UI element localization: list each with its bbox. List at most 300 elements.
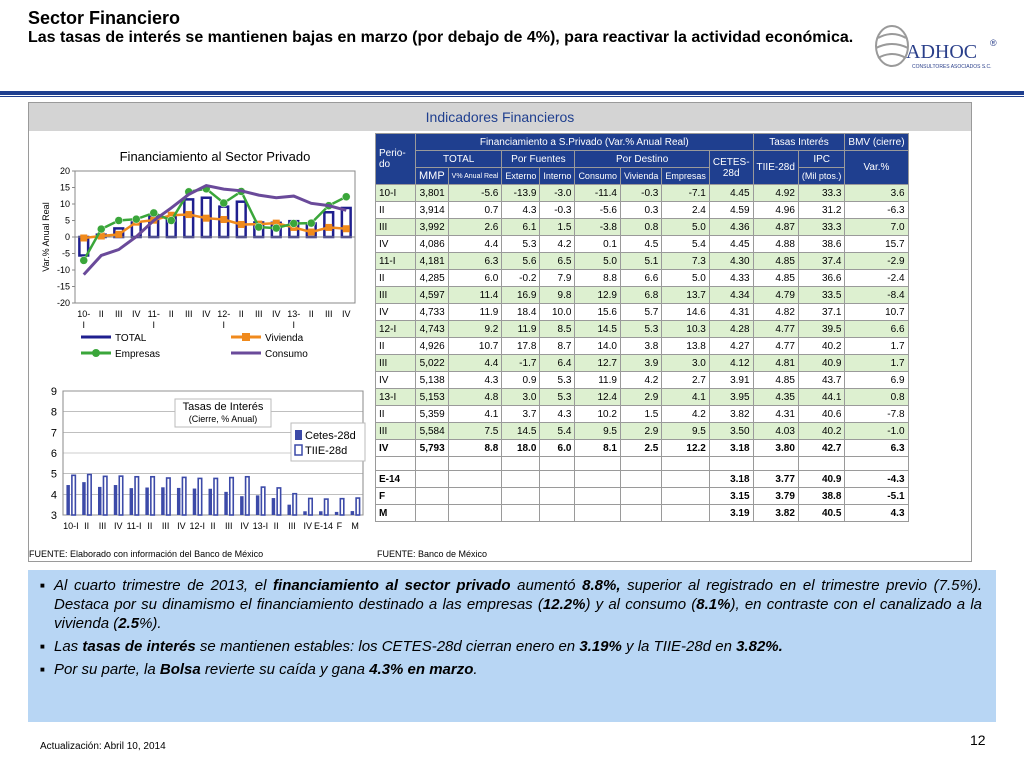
table-row (376, 440, 909, 457)
table-cell: 4.85 (753, 372, 798, 389)
source-left: FUENTE: Elaborado con información del Banco de México (29, 549, 264, 559)
table-cell: -11.4 (575, 185, 621, 202)
table-cell: 8.1 (575, 440, 621, 457)
point-vivienda (220, 216, 227, 223)
point-vivienda (308, 229, 315, 236)
table-cell: 4.85 (753, 253, 798, 270)
table-cell: 6.0 (540, 440, 575, 457)
table-cell: 5,153 (416, 389, 449, 406)
update-date: Actualización: Abril 10, 2014 (40, 741, 166, 752)
x-tick-label: IV (177, 521, 186, 531)
th-ipc-unit: (Mil ptos.) (798, 168, 845, 185)
table-cell: 4.92 (753, 185, 798, 202)
table-cell: II (376, 406, 416, 423)
table-cell: 5.3 (540, 372, 575, 389)
x-tick-label: II (210, 521, 216, 531)
legend-marker (92, 349, 100, 357)
table-cell: -0.2 (502, 270, 540, 287)
point-empresas (115, 217, 123, 225)
bar-tiie (135, 477, 138, 515)
table-cell (575, 488, 621, 505)
th-var: Var.% (845, 151, 908, 185)
top-bar-line (0, 96, 1024, 97)
note-financing: ■ Al cuarto trimestre de 2013, el financiamiento al sector privado aumentó 8.8%, superior al registrado en el trimestre previo (7.5%). Destaca por su dinamismo el financiamiento destinado a las empresas (12.2%) y al consumo (8.1%), en contraste con el canalizado a la vivienda (2.5%). (42, 576, 982, 633)
table-cell: 5.3 (620, 321, 661, 338)
note-rates: ■ Las tasas de interés se mantienen estables: los CETES-28d cierran enero en 3.19% y la TIIE-28d en 3.82%. (42, 637, 982, 656)
table-cell: 3.6 (845, 185, 908, 202)
table-cell: 4.45 (709, 185, 753, 202)
table-row (376, 253, 909, 270)
table-cell: 37.4 (798, 253, 845, 270)
table-cell: 7.9 (540, 270, 575, 287)
th-interno: Interno (540, 168, 575, 185)
table-row-monthly (376, 488, 909, 505)
x-tick-label: III (288, 521, 296, 531)
th-cetes: CETES- 28d (709, 151, 753, 185)
legend-marker (295, 430, 302, 440)
source-right: FUENTE: Banco de México (377, 549, 488, 559)
x-tick-label: 12- (217, 309, 231, 319)
y-tick-label: -15 (56, 281, 70, 292)
x-tick-label: II (238, 309, 244, 319)
y-tick-label: 6 (50, 448, 57, 460)
table-row-monthly (376, 471, 909, 488)
table-cell: 6.3 (448, 253, 502, 270)
table-cell (502, 505, 540, 522)
table-cell: 0.8 (620, 219, 661, 236)
table-cell: -1.7 (502, 355, 540, 372)
point-empresas (307, 219, 315, 227)
point-vivienda (80, 234, 87, 241)
point-vivienda (203, 215, 210, 222)
table-cell: 4.8 (448, 389, 502, 406)
table-cell: 15.6 (575, 304, 621, 321)
table-cell: 3.9 (620, 355, 661, 372)
table-cell (540, 505, 575, 522)
table-cell: 3.82 (709, 406, 753, 423)
table-row (376, 304, 909, 321)
table-cell: 3.15 (709, 488, 753, 505)
bar-cetes (224, 492, 227, 515)
point-vivienda (343, 225, 350, 232)
table-cell: 0.9 (502, 372, 540, 389)
table-cell (416, 471, 449, 488)
table-row (376, 355, 909, 372)
table-cell: 13.7 (662, 287, 710, 304)
table-cell: 3.0 (662, 355, 710, 372)
table-cell: -4.3 (845, 471, 908, 488)
table-cell: 2.9 (620, 423, 661, 440)
x-tick-label: I (152, 320, 156, 330)
table-cell: 11.9 (448, 304, 502, 321)
table-cell: -6.3 (845, 202, 908, 219)
page-number: 12 (970, 732, 986, 748)
table-cell: 6.1 (502, 219, 540, 236)
table-cell: -2.4 (845, 270, 908, 287)
table-cell: 4.36 (709, 219, 753, 236)
table-cell: 39.5 (798, 321, 845, 338)
table-cell: III (376, 287, 416, 304)
x-tick-label: IV (240, 521, 249, 531)
y-tick-label: 5 (50, 468, 57, 481)
y-tick-label: 10 (59, 199, 70, 209)
table-cell: 7.0 (845, 219, 908, 236)
table-row (376, 219, 909, 236)
table-cell: 4.5 (620, 236, 661, 253)
table-cell: 6.0 (448, 270, 502, 287)
x-tick-label: IV (271, 309, 281, 319)
table-cell: 40.2 (798, 338, 845, 355)
th-destino: Por Destino (575, 151, 709, 168)
x-tick-label: I (82, 320, 86, 330)
globe-icon (876, 26, 908, 66)
table-cell: 40.9 (798, 471, 845, 488)
bar-cetes (161, 487, 164, 515)
table-cell: 3.0 (502, 389, 540, 406)
table-cell: 18.0 (502, 440, 540, 457)
table-row (376, 236, 909, 253)
table-cell: IV (376, 236, 416, 253)
y-tick-label: 9 (50, 386, 57, 398)
bar-tiie (182, 477, 185, 515)
table-cell: 4.30 (709, 253, 753, 270)
notes-box (28, 570, 996, 722)
table-cell: 3.19 (709, 505, 753, 522)
x-tick-label: III (184, 309, 193, 319)
bar-cetes (303, 511, 306, 515)
x-tick-label: IV (341, 309, 351, 319)
bar-total (184, 199, 193, 237)
table-row (376, 406, 909, 423)
table-cell: 4,181 (416, 253, 449, 270)
th-fuentes: Por Fuentes (502, 151, 575, 168)
bar-total (342, 208, 351, 237)
bar-cetes (319, 511, 322, 515)
table-cell (502, 488, 540, 505)
table-cell: 4.31 (753, 406, 798, 423)
table-cell: 3,992 (416, 219, 449, 236)
table-cell: 33.5 (798, 287, 845, 304)
table-cell: 4.87 (753, 219, 798, 236)
table-cell: 4.35 (753, 389, 798, 406)
x-tick-label: IV (201, 309, 211, 319)
table-cell: 4.34 (709, 287, 753, 304)
table-cell (662, 505, 710, 522)
table-cell: 2.9 (620, 389, 661, 406)
table-cell: 17.8 (502, 338, 540, 355)
bar-tiie (309, 498, 312, 515)
x-tick-label: 12-I (189, 521, 205, 531)
table-cell: 1.5 (620, 406, 661, 423)
table-cell: 4.1 (662, 389, 710, 406)
th-bmv: BMV (cierre) (845, 134, 908, 151)
bar-tiie (230, 478, 233, 515)
table-cell: 4.82 (753, 304, 798, 321)
table-cell: IV (376, 372, 416, 389)
table-cell (448, 471, 502, 488)
bar-cetes (335, 512, 338, 515)
bar-tiie (198, 478, 201, 515)
bar-cetes (287, 505, 290, 515)
table-cell: 4.96 (753, 202, 798, 219)
bar-cetes (114, 485, 117, 515)
table-cell: 10-I (376, 185, 416, 202)
table-cell: 5.7 (620, 304, 661, 321)
table-cell: 4.45 (709, 236, 753, 253)
table-cell: III (376, 423, 416, 440)
table-cell: 5.0 (662, 270, 710, 287)
table-cell: F (376, 488, 416, 505)
bar-tiie (214, 478, 217, 515)
rates-chart (35, 381, 369, 551)
table-cell: 1.7 (845, 338, 908, 355)
table-cell: 4.28 (709, 321, 753, 338)
chart-title: Tasas de Interés (182, 401, 264, 413)
x-tick-label: II (98, 309, 104, 319)
x-tick-label: I (292, 320, 296, 330)
th-var-anual: V% Anual Real (448, 168, 502, 185)
th-vivienda: Vivienda (620, 168, 661, 185)
table-cell: 4,733 (416, 304, 449, 321)
table-cell: 3.95 (709, 389, 753, 406)
table-cell: 4.2 (662, 406, 710, 423)
table-cell: 3.91 (709, 372, 753, 389)
table-cell: 4.4 (448, 236, 502, 253)
point-empresas (150, 209, 158, 217)
table-cell: 40.5 (798, 505, 845, 522)
legend-label: Empresas (115, 349, 161, 360)
bar-tiie (340, 499, 343, 515)
table-cell: 6.5 (540, 253, 575, 270)
table-cell: 33.3 (798, 185, 845, 202)
th-total: TOTAL (416, 151, 502, 168)
table-cell: 4,926 (416, 338, 449, 355)
panel-title: Indicadores Financieros (29, 103, 971, 131)
bar-tiie (277, 488, 280, 515)
page-subtitle: Las tasas de interés se mantienen bajas en marzo (por debajo de 4%), para reactivar la actividad económica. (28, 29, 854, 46)
table-cell: 5.6 (502, 253, 540, 270)
table-cell: 13-I (376, 389, 416, 406)
bar-tiie (261, 487, 264, 515)
financing-chart (35, 145, 369, 377)
header (28, 8, 868, 48)
bar-tiie (293, 494, 296, 515)
th-mmp: MMP (416, 168, 449, 185)
table-cell: 2.5 (620, 440, 661, 457)
table-cell (575, 471, 621, 488)
table-cell: 40.2 (798, 423, 845, 440)
table-cell: 0.3 (620, 202, 661, 219)
table-cell: 4.12 (709, 355, 753, 372)
table-cell: 4.3 (502, 202, 540, 219)
y-axis-label: Var.% Anual Real (41, 202, 51, 272)
table-cell: 10.0 (540, 304, 575, 321)
x-tick-label: 13-I (252, 521, 269, 531)
table-cell: 8.8 (448, 440, 502, 457)
point-empresas (272, 224, 280, 232)
table-cell: 3.77 (753, 471, 798, 488)
bar-cetes (240, 496, 243, 515)
legend-label: Consumo (265, 349, 308, 360)
legend-label: Vivienda (265, 333, 304, 344)
table-cell: 12.2 (662, 440, 710, 457)
table-cell: 4.77 (753, 321, 798, 338)
th-tasas: Tasas Interés (753, 134, 845, 151)
legend-label: Cetes-28d (305, 430, 356, 442)
y-tick-label: -5 (61, 248, 70, 259)
x-tick-label: III (254, 309, 263, 319)
table-cell: III (376, 355, 416, 372)
y-tick-label: 4 (50, 489, 57, 502)
table-cell: 4.03 (753, 423, 798, 440)
bar-cetes (272, 498, 275, 515)
table-cell: 7.3 (662, 253, 710, 270)
table-cell: 4,086 (416, 236, 449, 253)
table-cell: 12.4 (575, 389, 621, 406)
top-bar (0, 91, 1024, 95)
x-tick-label: 11-I (126, 521, 142, 531)
y-tick-label: 20 (59, 166, 70, 176)
x-tick-label: III (114, 309, 123, 319)
table-cell: 5.3 (502, 236, 540, 253)
logo-tagline: CONSULTORES ASOCIADOS S.C. (912, 64, 992, 70)
th-externo: Externo (502, 168, 540, 185)
table-cell: 40.9 (798, 355, 845, 372)
table-cell: 4.81 (753, 355, 798, 372)
table-cell: IV (376, 440, 416, 457)
indicators-table (375, 133, 909, 522)
table-cell: 6.3 (845, 440, 908, 457)
table-cell (620, 505, 661, 522)
table-cell: 14.0 (575, 338, 621, 355)
table-cell: -3.8 (575, 219, 621, 236)
bar-cetes (177, 488, 180, 515)
table-cell: 6.6 (845, 321, 908, 338)
point-vivienda (238, 221, 245, 228)
table-cell: 2.6 (448, 219, 502, 236)
table-cell (416, 505, 449, 522)
page-title: Sector Financiero (28, 8, 181, 28)
table-cell: 4.3 (540, 406, 575, 423)
bar-cetes (66, 485, 69, 515)
table-cell: 12-I (376, 321, 416, 338)
table-cell: 11-I (376, 253, 416, 270)
table-cell: 3,801 (416, 185, 449, 202)
bar-tiie (103, 476, 106, 515)
table-cell: 5.4 (540, 423, 575, 440)
table-cell: 10.7 (448, 338, 502, 355)
point-empresas (220, 199, 228, 207)
table-cell: 5,584 (416, 423, 449, 440)
svg-text:®: ® (990, 38, 997, 48)
table-cell: 5.4 (662, 236, 710, 253)
table-cell: 10.7 (845, 304, 908, 321)
table-cell: 3.50 (709, 423, 753, 440)
y-tick-label: 8 (50, 406, 57, 419)
point-empresas (80, 256, 88, 264)
table-cell: 9.2 (448, 321, 502, 338)
x-tick-label: II (273, 521, 279, 531)
x-tick-label: F (336, 521, 343, 531)
th-empresas: Empresas (662, 168, 710, 185)
table-cell: 15.7 (845, 236, 908, 253)
table-cell: 8.8 (575, 270, 621, 287)
bar-cetes (82, 482, 85, 515)
bar-cetes (193, 489, 196, 515)
table-cell: 4.59 (709, 202, 753, 219)
x-tick-label: 10-I (63, 521, 79, 531)
x-tick-label: II (84, 521, 90, 531)
legend-marker (242, 333, 250, 341)
bar-tiie (119, 476, 122, 515)
indicators-panel (28, 102, 972, 562)
bar-cetes (145, 488, 148, 515)
table-cell: 3.18 (709, 471, 753, 488)
table-cell: 3.82 (753, 505, 798, 522)
table-cell (540, 488, 575, 505)
table-cell: 5,138 (416, 372, 449, 389)
y-tick-label: 5 (64, 215, 70, 226)
table-cell: 12.9 (575, 287, 621, 304)
table-cell: 18.4 (502, 304, 540, 321)
table-cell: -7.1 (662, 185, 710, 202)
table-row (376, 287, 909, 304)
table-cell: 38.6 (798, 236, 845, 253)
table-cell: IV (376, 304, 416, 321)
table-cell: 4.88 (753, 236, 798, 253)
table-cell (448, 488, 502, 505)
legend-label: TIIE-28d (305, 445, 348, 457)
table-cell: -5.1 (845, 488, 908, 505)
table-row (376, 389, 909, 406)
table-cell: 4.2 (540, 236, 575, 253)
bar-cetes (256, 495, 259, 515)
table-cell: II (376, 202, 416, 219)
table-cell: 3.7 (502, 406, 540, 423)
table-cell: 5,793 (416, 440, 449, 457)
table-cell: 6.9 (845, 372, 908, 389)
point-vivienda (325, 224, 332, 231)
table-cell: 5,022 (416, 355, 449, 372)
table-cell: 11.4 (448, 287, 502, 304)
table-cell: 6.6 (620, 270, 661, 287)
y-tick-label: 7 (50, 427, 57, 440)
bar-tiie (325, 499, 328, 515)
table-cell: 0.1 (575, 236, 621, 253)
table-cell: 4,743 (416, 321, 449, 338)
point-empresas (290, 219, 298, 227)
table-cell: 4.33 (709, 270, 753, 287)
table-cell: 9.8 (540, 287, 575, 304)
th-consumo: Consumo (575, 168, 621, 185)
table-cell: 0.7 (448, 202, 502, 219)
adhoc-logo (872, 18, 1002, 78)
point-empresas (97, 225, 105, 233)
table-row (376, 423, 909, 440)
table-cell: 4.4 (448, 355, 502, 372)
table-cell (540, 471, 575, 488)
bar-tiie (356, 498, 359, 515)
table-cell: 4.77 (753, 338, 798, 355)
table-cell: 4.85 (753, 270, 798, 287)
y-tick-label: -10 (56, 265, 70, 275)
table-cell: 4.1 (448, 406, 502, 423)
table-cell: E-14 (376, 471, 416, 488)
table-cell: 4,285 (416, 270, 449, 287)
x-tick-label: 10- (77, 309, 91, 319)
th-tiie: TIIE-28d (753, 151, 798, 185)
table-cell: 31.2 (798, 202, 845, 219)
